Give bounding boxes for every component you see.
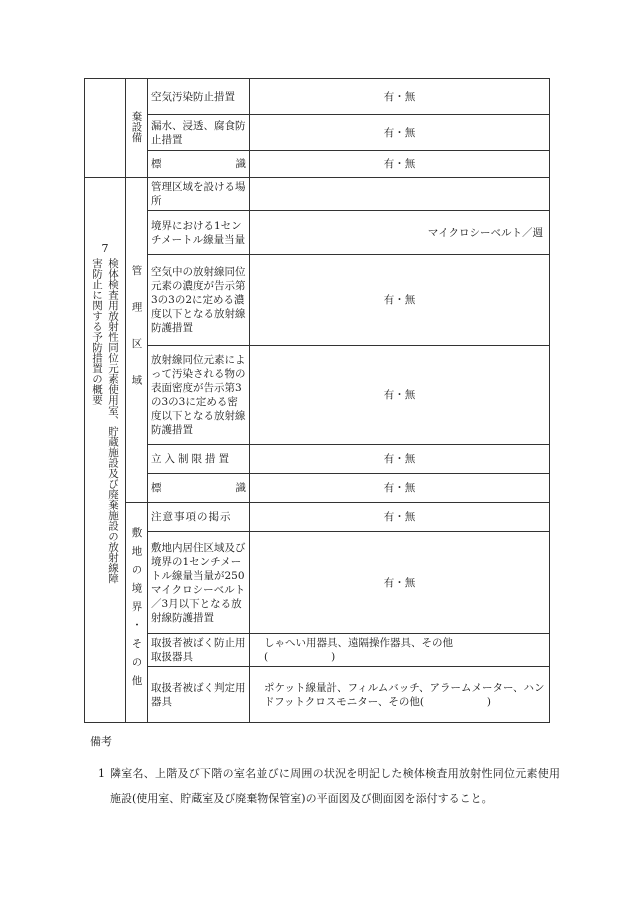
row-value: 有・無 — [250, 255, 550, 346]
category-cell — [85, 178, 126, 723]
boundary-label: 敷地の境界・その他 — [130, 527, 143, 694]
waste-label-cell — [126, 79, 148, 178]
row-label: 管理区域を設ける場所 — [148, 178, 250, 211]
row-value: 有・無 — [250, 503, 550, 532]
table-row — [85, 474, 550, 503]
managed-area-label: 管理区域 — [130, 265, 143, 411]
managed-area-label-cell — [126, 178, 148, 503]
remarks-item — [90, 761, 560, 811]
boundary-label-cell — [126, 503, 148, 723]
waste-category-cell — [85, 79, 126, 178]
row-label: 空気汚染防止措置 — [148, 79, 250, 115]
waste-label: 棄設備 — [130, 111, 143, 143]
label-part: 識 — [235, 158, 246, 170]
category-title-line: 害防止に関する予防措置の概要 — [91, 258, 103, 405]
table-row — [85, 211, 550, 255]
row-label: 敷地内居住区域及び境界の1センチメートル線量当量が250マイクロシーベルト／3月以下となる放射線防護措置 — [148, 532, 250, 634]
row-label — [148, 474, 250, 503]
row-label: 漏水、浸透、腐食防止措置 — [148, 115, 250, 151]
row-label: 取扱者被ばく判定用器具 — [148, 667, 250, 723]
row-value: 有・無 — [250, 445, 550, 474]
row-value: 有・無 — [250, 151, 550, 178]
table-row — [85, 346, 550, 445]
category-number: 7 — [101, 242, 109, 255]
remarks-item-number: 1 — [98, 767, 105, 780]
row-label: 放射線同位元素によって汚染される物の表面密度が告示第3の3の3に定める密度以下となる放射線防護措置 — [148, 346, 250, 445]
row-label: 境界における1センチメートル線量当量 — [148, 211, 250, 255]
row-label: 空気中の放射線同位元素の濃度が告示第3の3の2に定める濃度以下となる放射線防護措置 — [148, 255, 250, 346]
table-row — [85, 532, 550, 634]
table-row — [85, 115, 550, 151]
label-part: 標 — [151, 482, 162, 494]
table-row — [85, 178, 550, 211]
category-title-line: 検体検査用放射性同位元素使用室、貯蔵施設及び廃棄施設の放射線障 — [107, 258, 119, 584]
remarks-title: 備考 — [90, 735, 112, 748]
table-row — [85, 503, 550, 532]
row-value: 有・無 — [250, 79, 550, 115]
row-value: ポケット線量計、フィルムバッチ、アラームメーター、ハンドフットクロスモニター、その他( ) — [250, 667, 550, 723]
row-value: しゃへい用器具、遠隔操作器具、その他 ( ) — [250, 634, 550, 667]
row-value: 有・無 — [250, 532, 550, 634]
row-value: マイクロシーベルト／週 — [250, 211, 550, 255]
row-value: 有・無 — [250, 115, 550, 151]
row-value: 有・無 — [250, 474, 550, 503]
table-row — [85, 79, 550, 115]
remarks-item-text: 隣室名、上階及び下階の室名並びに周囲の状況を明記した検体検査用放射性同位元素使用施設(使用室、貯蔵室及び廃棄物保管室)の平面図及び側面図を添付すること。 — [110, 767, 560, 805]
row-label: 立入制限措置 — [148, 445, 250, 474]
row-value — [250, 178, 550, 211]
table-row — [85, 667, 550, 723]
label-part: 標 — [151, 158, 162, 170]
remarks-section — [90, 733, 560, 811]
row-value: 有・無 — [250, 346, 550, 445]
row-label: 取扱者被ばく防止用取扱器具 — [148, 634, 250, 667]
table-row — [85, 634, 550, 667]
row-label — [148, 151, 250, 178]
table-row — [85, 445, 550, 474]
form-table — [84, 78, 550, 723]
table-row — [85, 151, 550, 178]
row-label: 注意事項の掲示 — [148, 503, 250, 532]
label-part: 識 — [235, 482, 246, 494]
table-row — [85, 255, 550, 346]
